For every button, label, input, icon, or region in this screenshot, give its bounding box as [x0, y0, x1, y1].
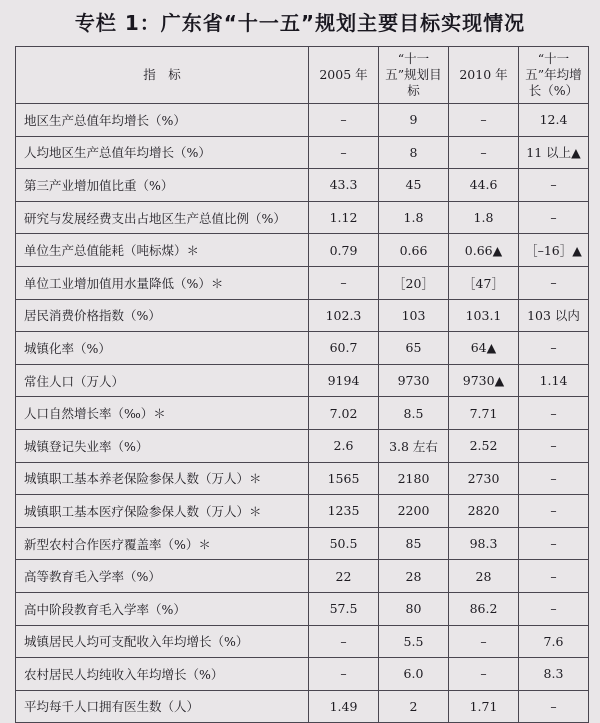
value-2010-cell: 28: [449, 560, 519, 593]
table-row: [16, 592, 589, 625]
indicator-cell: 第三产业增加值比重（%）: [16, 169, 309, 202]
indicator-cell: 居民消费价格指数（%）: [16, 299, 309, 332]
value-2010-cell: 1.71: [449, 690, 519, 723]
value-2010-cell: 64▲: [449, 332, 519, 365]
annual-growth-cell: –: [519, 560, 589, 593]
indicator-cell: 城镇职工基本医疗保险参保人数（万人）＊: [16, 495, 309, 528]
table-row: [16, 266, 589, 299]
value-2010-cell: –: [449, 625, 519, 658]
indicator-cell: 高等教育毛入学率（%）: [16, 560, 309, 593]
annual-growth-cell: 8.3: [519, 658, 589, 691]
table-row: [16, 658, 589, 691]
table-row: [16, 560, 589, 593]
value-2005-cell: 60.7: [309, 332, 379, 365]
value-2010-cell: 86.2: [449, 592, 519, 625]
header-2010: 2010 年: [449, 47, 519, 104]
plan-target-cell: 8: [379, 136, 449, 169]
plan-target-cell: 2: [379, 690, 449, 723]
indicator-cell: 高中阶段教育毛入学率（%）: [16, 592, 309, 625]
header-row: [16, 47, 589, 104]
table-row: [16, 332, 589, 365]
value-2010-cell: 0.66▲: [449, 234, 519, 267]
value-2010-cell: ［47］: [449, 266, 519, 299]
value-2005-cell: 43.3: [309, 169, 379, 202]
value-2005-cell: 1235: [309, 495, 379, 528]
indicator-cell: 新型农村合作医疗覆盖率（%）＊: [16, 527, 309, 560]
table-row: [16, 136, 589, 169]
indicator-cell: 农村居民人均纯收入年均增长（%）: [16, 658, 309, 691]
table-row: [16, 690, 589, 723]
value-2010-cell: 9730▲: [449, 364, 519, 397]
value-2005-cell: 102.3: [309, 299, 379, 332]
value-2005-cell: 1.49: [309, 690, 379, 723]
indicator-cell: 平均每千人口拥有医生数（人）: [16, 690, 309, 723]
header-2005: 2005 年: [309, 47, 379, 104]
header-annual-growth: “十一五”年均增长（%）: [519, 47, 589, 104]
value-2005-cell: 57.5: [309, 592, 379, 625]
annual-growth-cell: 103 以内: [519, 299, 589, 332]
table-row: [16, 429, 589, 462]
plan-target-cell: 1.8: [379, 201, 449, 234]
plan-target-cell: 9730: [379, 364, 449, 397]
plan-target-cell: 28: [379, 560, 449, 593]
annual-growth-cell: –: [519, 266, 589, 299]
indicator-cell: 城镇登记失业率（%）: [16, 429, 309, 462]
plan-target-cell: 0.66: [379, 234, 449, 267]
targets-table: [15, 46, 589, 723]
plan-target-cell: 65: [379, 332, 449, 365]
value-2005-cell: –: [309, 136, 379, 169]
value-2005-cell: 22: [309, 560, 379, 593]
indicator-cell: 单位工业增加值用水量降低（%）＊: [16, 266, 309, 299]
value-2010-cell: –: [449, 136, 519, 169]
annual-growth-cell: 11 以上▲: [519, 136, 589, 169]
value-2010-cell: –: [449, 658, 519, 691]
header-plan-target: “十一五”规划目标: [379, 47, 449, 104]
indicator-cell: 城镇化率（%）: [16, 332, 309, 365]
annual-growth-cell: –: [519, 462, 589, 495]
value-2005-cell: 2.6: [309, 429, 379, 462]
annual-growth-cell: ［–16］▲: [519, 234, 589, 267]
plan-target-cell: 2180: [379, 462, 449, 495]
table-row: [16, 364, 589, 397]
indicator-cell: 常住人口（万人）: [16, 364, 309, 397]
table-row: [16, 495, 589, 528]
plan-target-cell: 85: [379, 527, 449, 560]
value-2005-cell: 50.5: [309, 527, 379, 560]
plan-target-cell: 9: [379, 104, 449, 137]
plan-target-cell: 80: [379, 592, 449, 625]
table-row: [16, 169, 589, 202]
table-row: [16, 234, 589, 267]
plan-target-cell: 103: [379, 299, 449, 332]
value-2005-cell: 0.79: [309, 234, 379, 267]
indicator-cell: 城镇职工基本养老保险参保人数（万人）＊: [16, 462, 309, 495]
indicator-cell: 研究与发展经费支出占地区生产总值比例（%）: [16, 201, 309, 234]
plan-target-cell: 3.8 左右: [379, 429, 449, 462]
value-2010-cell: 98.3: [449, 527, 519, 560]
plan-target-cell: ［20］: [379, 266, 449, 299]
indicator-cell: 人均地区生产总值年均增长（%）: [16, 136, 309, 169]
annual-growth-cell: –: [519, 527, 589, 560]
value-2010-cell: 44.6: [449, 169, 519, 202]
indicator-cell: 城镇居民人均可支配收入年均增长（%）: [16, 625, 309, 658]
plan-target-cell: 2200: [379, 495, 449, 528]
plan-target-cell: 8.5: [379, 397, 449, 430]
value-2005-cell: –: [309, 266, 379, 299]
value-2010-cell: 7.71: [449, 397, 519, 430]
value-2010-cell: 103.1: [449, 299, 519, 332]
table-row: [16, 299, 589, 332]
value-2010-cell: 2730: [449, 462, 519, 495]
table-row: [16, 625, 589, 658]
indicator-cell: 人口自然增长率（‰）＊: [16, 397, 309, 430]
value-2010-cell: 2820: [449, 495, 519, 528]
value-2005-cell: 1565: [309, 462, 379, 495]
indicator-cell: 地区生产总值年均增长（%）: [16, 104, 309, 137]
annual-growth-cell: 12.4: [519, 104, 589, 137]
annual-growth-cell: 1.14: [519, 364, 589, 397]
header-indicator: 指 标: [16, 47, 309, 104]
value-2010-cell: 1.8: [449, 201, 519, 234]
annual-growth-cell: –: [519, 495, 589, 528]
plan-target-cell: 6.0: [379, 658, 449, 691]
annual-growth-cell: –: [519, 332, 589, 365]
value-2010-cell: 2.52: [449, 429, 519, 462]
table-row: [16, 462, 589, 495]
annual-growth-cell: –: [519, 592, 589, 625]
table-row: [16, 527, 589, 560]
value-2005-cell: –: [309, 104, 379, 137]
annual-growth-cell: 7.6: [519, 625, 589, 658]
indicator-cell: 单位生产总值能耗（吨标煤）＊: [16, 234, 309, 267]
value-2005-cell: 1.12: [309, 201, 379, 234]
annual-growth-cell: –: [519, 201, 589, 234]
plan-target-cell: 5.5: [379, 625, 449, 658]
annual-growth-cell: –: [519, 169, 589, 202]
value-2005-cell: –: [309, 625, 379, 658]
annual-growth-cell: –: [519, 690, 589, 723]
value-2005-cell: 7.02: [309, 397, 379, 430]
value-2010-cell: –: [449, 104, 519, 137]
table-row: [16, 201, 589, 234]
table-body: [16, 104, 589, 723]
value-2005-cell: –: [309, 658, 379, 691]
table-row: [16, 397, 589, 430]
table-row: [16, 104, 589, 137]
plan-target-cell: 45: [379, 169, 449, 202]
annual-growth-cell: –: [519, 397, 589, 430]
annual-growth-cell: –: [519, 429, 589, 462]
page-title: 专栏 1：广东省“十一五”规划主要目标实现情况: [74, 11, 526, 35]
value-2005-cell: 9194: [309, 364, 379, 397]
